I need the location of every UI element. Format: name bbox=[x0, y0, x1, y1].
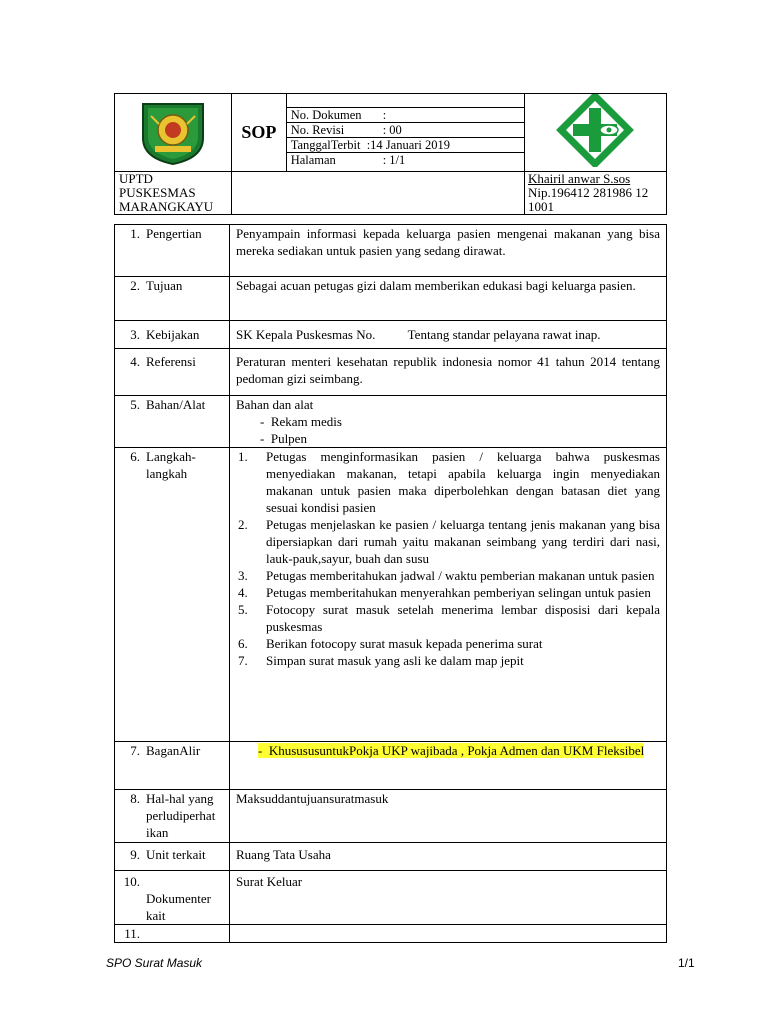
table-row: 5. Bahan/Alat Bahan dan alat - Rekam medis - Pulpen bbox=[115, 396, 667, 448]
row-text: Maksuddantujuansuratmasuk bbox=[230, 790, 667, 843]
list-item: - Rekam medis bbox=[260, 414, 342, 429]
list-item: - Pulpen bbox=[260, 431, 307, 446]
table-row: 4. Referensi Peraturan menteri kesehatan republik indonesia nomor 41 tahun 2014 tentang pedoman gizi seimbang. bbox=[115, 349, 667, 396]
table-row: 9. Unit terkait Ruang Tata Usaha bbox=[115, 843, 667, 871]
list-item: 2. Petugas menjelaskan ke pasien / keluarga tentang jenis makanan yang bisa dipersiapkan dari rumah yaitu makanan seimbang yang terdiri dari nasi, lauk-pauk,sayur, buah dan susu bbox=[238, 517, 660, 566]
doc-field-date: TanggalTerbit :14 Januari 2019 bbox=[287, 138, 524, 153]
row-label: Bahan/Alat bbox=[146, 397, 206, 412]
row-label: Hal-hal yang perludiperhat ikan bbox=[146, 791, 216, 840]
doc-field-page: Halaman : 1/1 bbox=[290, 153, 406, 167]
org-name-cell bbox=[115, 172, 232, 215]
footer-title: SPO Surat Masuk bbox=[106, 956, 203, 970]
list-item: 5. Fotocopy surat masuk setelah menerima lembar disposisi dari kepala puskesmas bbox=[238, 602, 660, 634]
row-label: Dokumenter kait bbox=[146, 891, 211, 923]
doc-field-number: No. Dokumen : bbox=[287, 108, 524, 123]
row-text: Sebagai acuan petugas gizi dalam memberikan edukasi bagi keluarga pasien. bbox=[230, 277, 667, 321]
table-row: 10.Dokumenter kait Surat Keluar bbox=[115, 871, 667, 925]
table-row: 1. Pengertian Penyampain informasi kepada keluarga pasien mengenai makanan yang bisa mereka sediakan untuk pasien yang sedang dirawat. bbox=[115, 225, 667, 277]
row-text: Peraturan menteri kesehatan republik indonesia nomor 41 tahun 2014 tentang pedoman gizi seimbang. bbox=[230, 349, 667, 396]
row-label: Langkah- langkah bbox=[146, 449, 196, 481]
list-item: 1. Petugas menginformasikan pasien / keluarga bahwa puskesmas menyediakan makanan, tetapi apabila keluarga ingin menyediakan makanan untuk pasien maka diperbolehkan dengan batasan diet yang sesuai kondisi pasien bbox=[238, 449, 660, 515]
list-item: 4. Petugas memberitahukan menyerahkan pemberiyan selingan untuk pasien bbox=[238, 585, 651, 600]
row-label: Tujuan bbox=[146, 278, 183, 293]
doc-field-revision: No. Revisi : 00 bbox=[287, 123, 524, 138]
row-label: Unit terkait bbox=[146, 847, 206, 862]
table-row: 8. Hal-hal yang perludiperhat ikan Maksuddantujuansuratmasuk bbox=[115, 790, 667, 843]
regency-logo-cell bbox=[115, 94, 232, 172]
list-item: 3. Petugas memberitahukan jadwal / waktu pemberian makanan untuk pasien bbox=[238, 568, 655, 583]
row-text: Surat Keluar bbox=[230, 871, 667, 925]
row-text: Bahan dan alat bbox=[236, 397, 314, 412]
row-label: BaganAlir bbox=[146, 743, 201, 758]
org-line-3: MARANGKAYU bbox=[119, 199, 214, 214]
sop-content-table bbox=[114, 224, 667, 943]
puskesmas-logo-cell bbox=[524, 94, 666, 172]
sop-title: SOP bbox=[232, 94, 287, 172]
row-text: Penyampain informasi kepada keluarga pasien mengenai makanan yang bisa mereka sediakan untuk pasien yang sedang dirawat. bbox=[230, 225, 667, 277]
table-row: 2. Tujuan Sebagai acuan petugas gizi dalam memberikan edukasi bagi keluarga pasien. bbox=[115, 277, 667, 321]
row-label: Referensi bbox=[146, 354, 196, 369]
org-line-1: UPTD bbox=[119, 171, 153, 186]
regency-emblem-icon bbox=[115, 94, 231, 167]
table-row: 11. bbox=[115, 925, 667, 943]
empty-cell bbox=[232, 172, 525, 215]
list-item: 7. Simpan surat masuk yang asli ke dalam map jepit bbox=[238, 653, 524, 668]
puskesmas-logo-icon bbox=[525, 94, 666, 167]
table-row: 7. BaganAlir - KhusususuntukPokja UKP wajibada , Pokja Admen dan UKM Fleksibel bbox=[115, 742, 667, 790]
header-table bbox=[114, 93, 667, 215]
org-line-2: PUSKESMAS bbox=[119, 185, 196, 200]
signatory-name: Khairil anwar S.sos bbox=[527, 171, 631, 186]
signatory-cell bbox=[524, 172, 666, 215]
bagan-alir-note: - KhusususuntukPokja UKP wajibada , Pokja Admen dan UKM Fleksibel bbox=[258, 743, 645, 758]
row-label: Kebijakan bbox=[146, 327, 200, 342]
row-text: Ruang Tata Usaha bbox=[230, 843, 667, 871]
table-row: 6. Langkah- langkah 1. Petugas menginformasikan pasien / keluarga bahwa puskesmas menyediakan makanan, tetapi apabila keluarga ingin menyediakan makanan untuk pasien maka diperbolehkan dengan batasan diet yang sesuai kondisi pasien 2. Petugas menjelaskan ke pasien / keluarga tentang jenis makanan yang bisa dipersiapkan dari rumah yaitu makanan seimbang yang terdiri dari nasi, lauk-pauk,sayur, buah dan susu 3. Petugas memberitahukan jadwal / waktu pemberian makanan untuk pasien 4. Petugas memberitahukan menyerahkan pemberiyan selingan untuk pasien 5. Fotocopy surat masuk setelah menerima lembar disposisi dari kepala puskesmas 6. Berikan fotocopy surat masuk kepada penerima surat 7. Simpan surat masuk yang asli ke dalam map jepit bbox=[115, 448, 667, 742]
list-item: 6. Berikan fotocopy surat masuk kepada penerima surat bbox=[238, 636, 543, 651]
footer-page: 1/1 bbox=[678, 956, 695, 970]
row-label: Pengertian bbox=[146, 226, 202, 241]
doc-info-cell bbox=[286, 94, 524, 172]
table-row: 3. Kebijakan SK Kepala Puskesmas No. Tentang standar pelayana rawat inap. bbox=[115, 321, 667, 349]
signatory-nip: Nip.196412 281986 12 1001 bbox=[527, 185, 649, 214]
row-text: SK Kepala Puskesmas No. Tentang standar pelayana rawat inap. bbox=[230, 321, 667, 349]
steps-list bbox=[236, 448, 660, 669]
